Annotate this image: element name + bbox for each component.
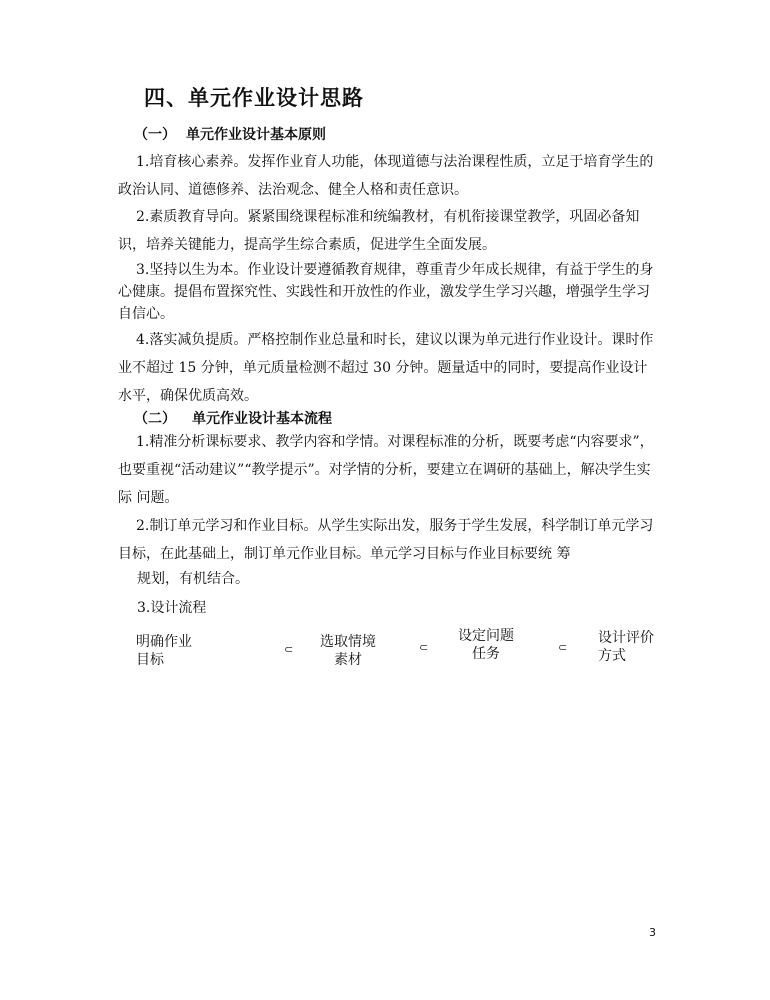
design-flowchart	[118, 625, 678, 675]
section-heading-1	[134, 124, 326, 144]
flow-arrow-icon: ⊂	[558, 641, 568, 654]
flow-arrow-icon: ⊂	[284, 643, 294, 656]
page-number: 3	[649, 926, 656, 939]
flow-arrow-icon: ⊂	[419, 641, 429, 654]
flow-step: 选取情境 素材	[320, 634, 376, 668]
flow-title: 3.设计流程	[137, 600, 207, 616]
paragraph-continuation: 规划，有机结合。	[137, 571, 249, 587]
section-heading-2	[134, 408, 332, 428]
flow-step: 明确作业 目标	[136, 634, 192, 668]
paragraph: 2.制订单元学习和作业目标。从学生实际出发，服务于学生发展，科学制订单元学习目标，在此基础上，制订单元作业目标。单元学习目标与作业目标要统 筹	[118, 518, 654, 562]
paragraph: 4.落实减负提质。严格控制作业总量和时长，建议以课为单元进行作业设计。课时作业不超过 15 分钟，单元质量检测不超过 30 分钟。题量适中的同时，要提高作业设计水平，确保优质高效。	[118, 332, 654, 404]
section-number: （二）	[134, 411, 176, 427]
paragraph: 1.培育核心素养。发挥作业育人功能，体现道德与法治课程性质，立足于培育学生的政治认同、道德修养、法治观念、健全人格和责任意识。	[118, 154, 654, 198]
page-heading: 四、单元作业设计思路	[144, 86, 364, 110]
paragraph: 2.素质教育导向。紧紧围绕课程标准和统编教材，有机衔接课堂教学，巩固必备知识，培养关键能力，提高学生综合素质，促进学生全面发展。	[118, 209, 640, 253]
section-number: （一）	[134, 127, 176, 143]
flow-step: 设定问题 任务	[458, 628, 514, 662]
paragraph: 3.坚持以生为本。作业设计要遵循教育规律，尊重青少年成长规律，有益于学生的身心健康。提倡布置探究性、实践性和开放性的作业，激发学生学习兴趣，增强学生学习自信心。	[118, 262, 654, 322]
section-title: 单元作业设计基本流程	[192, 411, 332, 427]
flow-step: 设计评价 方式	[598, 630, 654, 664]
paragraph: 1.精准分析课标要求、教学内容和学情。对课程标准的分析，既要考虑“内容要求”，也要重视“活动建议”“教学提示”。对学情的分析，要建立在调研的基础上，解决学生实际 问题。	[118, 434, 654, 506]
section-title: 单元作业设计基本原则	[186, 127, 326, 143]
